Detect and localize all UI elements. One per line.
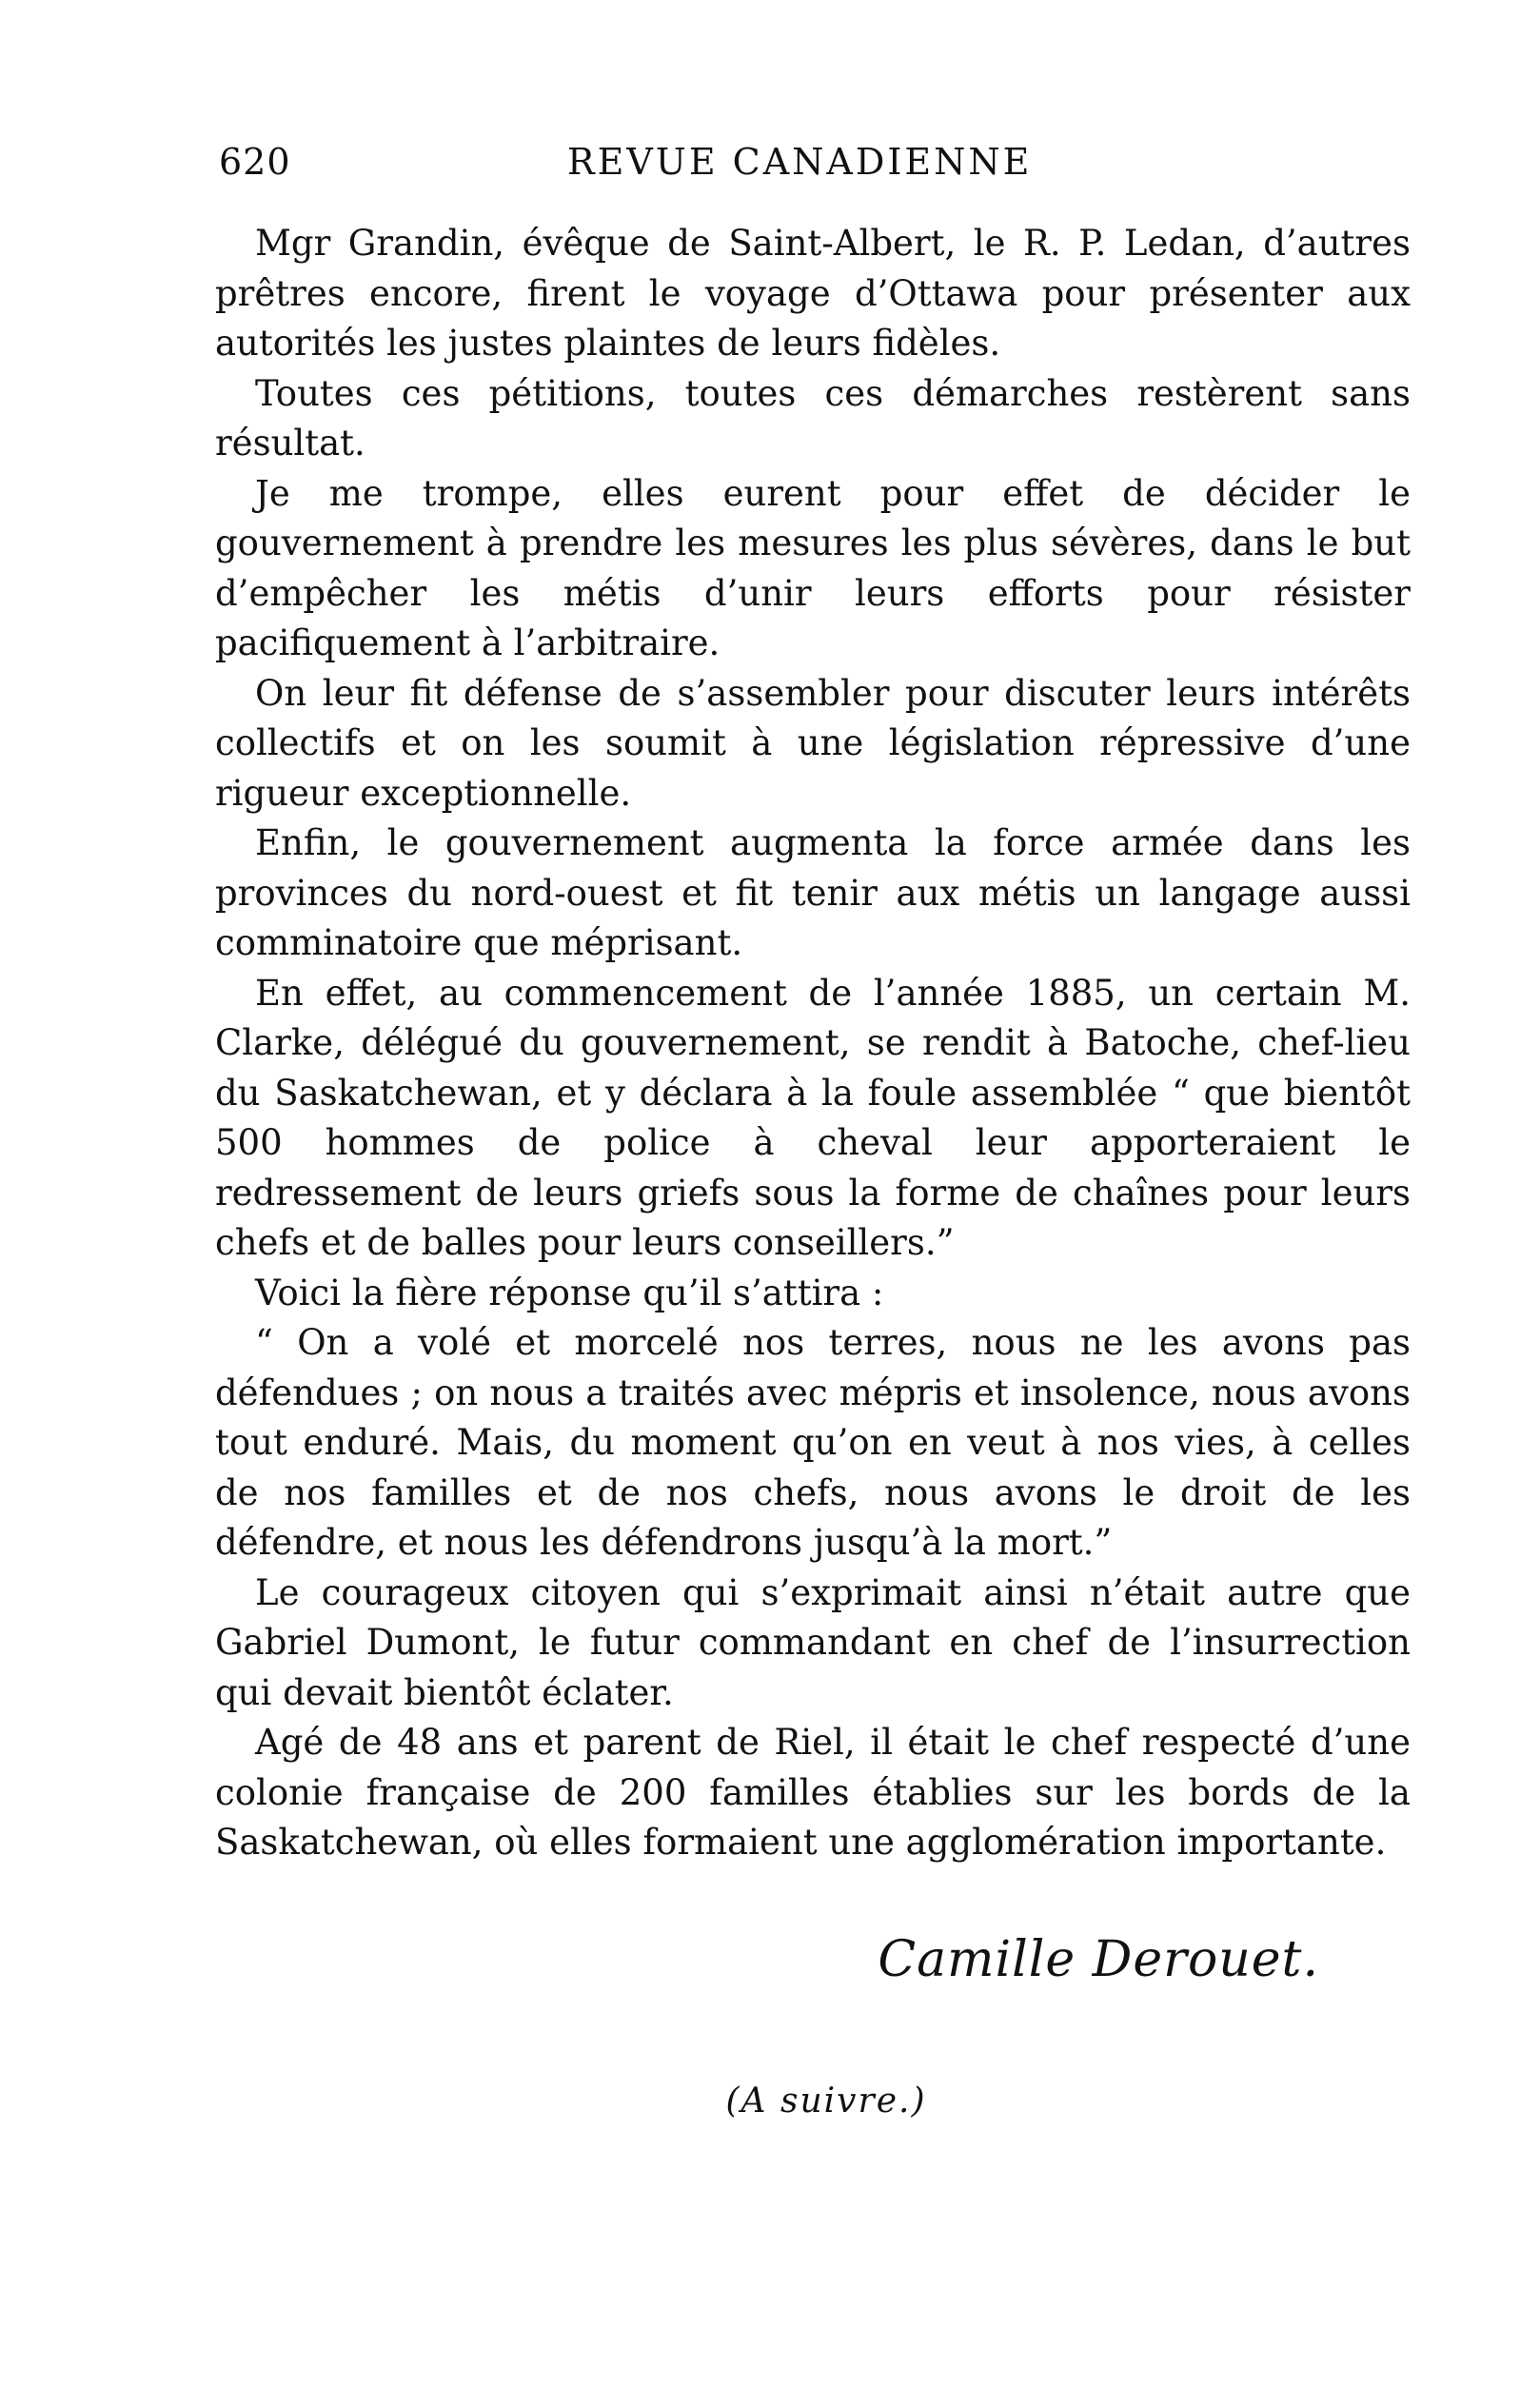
paragraph: Je me trompe, elles eurent pour effet de décider le gouvernement à prendre les mesures les plus sévères, dans le but d’empêcher les métis d’unir leurs efforts pour résister pacifiquement à l’arbitraire. — [215, 472, 1411, 663]
paragraph: Voici la fière réponse qu’il s’attira : — [255, 1272, 884, 1313]
paragraph: Enfin, le gouvernement augmenta la force armée dans les provinces du nord-ouest et fit tenir aux métis un langage aussi comminatoire que méprisant. — [215, 822, 1411, 963]
paragraph: Agé de 48 ans et parent de Riel, il était le chef respecté d’une colonie française de 200 familles établies sur les bords de la Saskatchewan, où elles formaient une agglomération importante. — [215, 1722, 1411, 1863]
author-signature: Camille Derouet. — [878, 1930, 1319, 1988]
journal-title: REVUE CANADIENNE — [567, 141, 1033, 183]
paragraph: On leur fit défense de s’assembler pour discuter leurs intérêts collectifs et on les soumit à une législation répressive d’une rigueur exceptionnelle. — [215, 672, 1411, 814]
continuation-note: (A suivre.) — [725, 2081, 927, 2121]
article-body — [215, 219, 1411, 1868]
paragraph: Le courageux citoyen qui s’exprimait ainsi n’était autre que Gabriel Dumont, le futur commandant en chef de l’insurrection qui devait bientôt éclater. — [215, 1571, 1411, 1713]
paragraph: Mgr Grandin, évêque de Saint-Albert, le R. P. Ledan, d’autres prêtres encore, firent le voyage d’Ottawa pour présenter aux autorités les justes plaintes de leurs fidèles. — [215, 223, 1411, 364]
page — [215, 141, 1411, 2121]
paragraph: Toutes ces pétitions, toutes ces démarches restèrent sans résultat. — [215, 372, 1411, 464]
running-head — [215, 141, 1411, 198]
paragraph: En effet, au commencement de l’année 1885, un certain M. Clarke, délégué du gouvernement, se rendit à Batoche, chef-lieu du Saskatchewan, et y déclara à la foule assemblée “ que bientôt 500 hommes de police à cheval leur apporteraient le redressement de leurs griefs sous la forme de chaînes pour leurs chefs et de balles pour leurs conseillers.” — [215, 972, 1411, 1263]
quotation-paragraph: “ On a volé et morcelé nos terres, nous ne les avons pas défendues ; on nous a traités avec mépris et insolence, nous avons tout enduré. Mais, du moment qu’on en veut à nos vies, à celles de nos familles et de nos chefs, nous avons le droit de les défendre, et nous les défendrons jusqu’à la mort.” — [215, 1322, 1411, 1563]
page-number: 620 — [219, 141, 291, 183]
